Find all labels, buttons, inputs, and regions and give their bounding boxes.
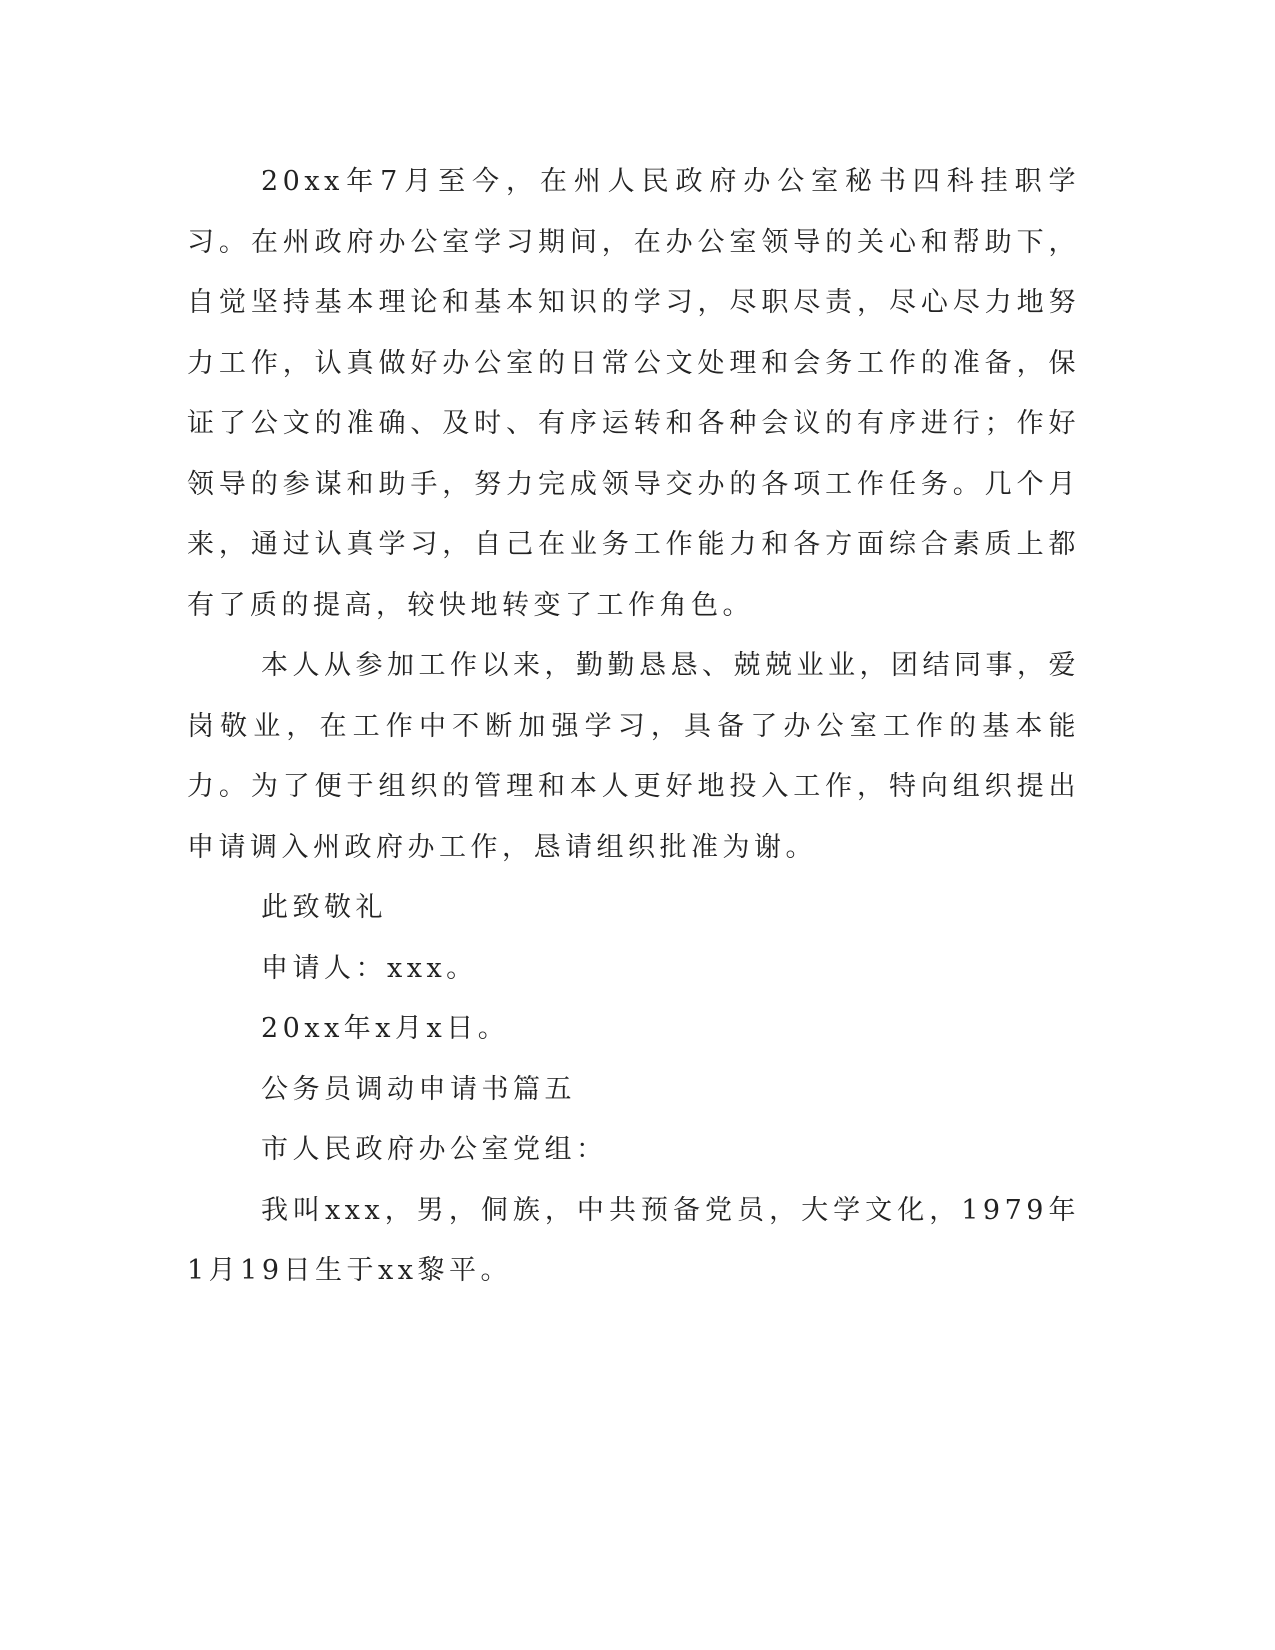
paragraph-transfer-request: 本人从参加工作以来，勤勤恳恳、兢兢业业，团结同事，爱岗敬业，在工作中不断加强学习，具备了办公室工作的基本能力。为了便于组织的管理和本人更好地投入工作，特向组织提出申请调入州政府办工作，恳请组织批准为谢。 <box>187 650 1080 863</box>
section-title: 公务员调动申请书篇五 <box>261 1073 576 1105</box>
paragraph-self-introduction: 我叫xxx，男，侗族，中共预备党员，大学文化，1979年1月19日生于xx黎平。 <box>187 1194 1080 1286</box>
document-body <box>187 152 1080 1302</box>
addressee: 市人民政府办公室党组： <box>261 1134 608 1165</box>
closing-salutation: 此致敬礼 <box>261 892 387 923</box>
applicant-signature: 申请人：xxx。 <box>261 952 478 984</box>
application-date: 20xx年x月x日。 <box>261 1013 510 1044</box>
paragraph-work-experience: 20xx年7月至今，在州人民政府办公室秘书四科挂职学习。在州政府办公室学习期间，在办公室领导的关心和帮助下，自觉坚持基本理论和基本知识的学习，尽职尽责，尽心尽力地努力工作，认真做好办公室的日常公文处理和会务工作的准备，保证了公文的准确、及时、有序运转和各种会议的有序进行；作好领导的参谋和助手，努力完成领导交办的各项工作任务。几个月来，通过认真学习，自己在业务工作能力和各方面综合素质上都有了质的提高，较快地转变了工作角色。 <box>187 166 1080 621</box>
